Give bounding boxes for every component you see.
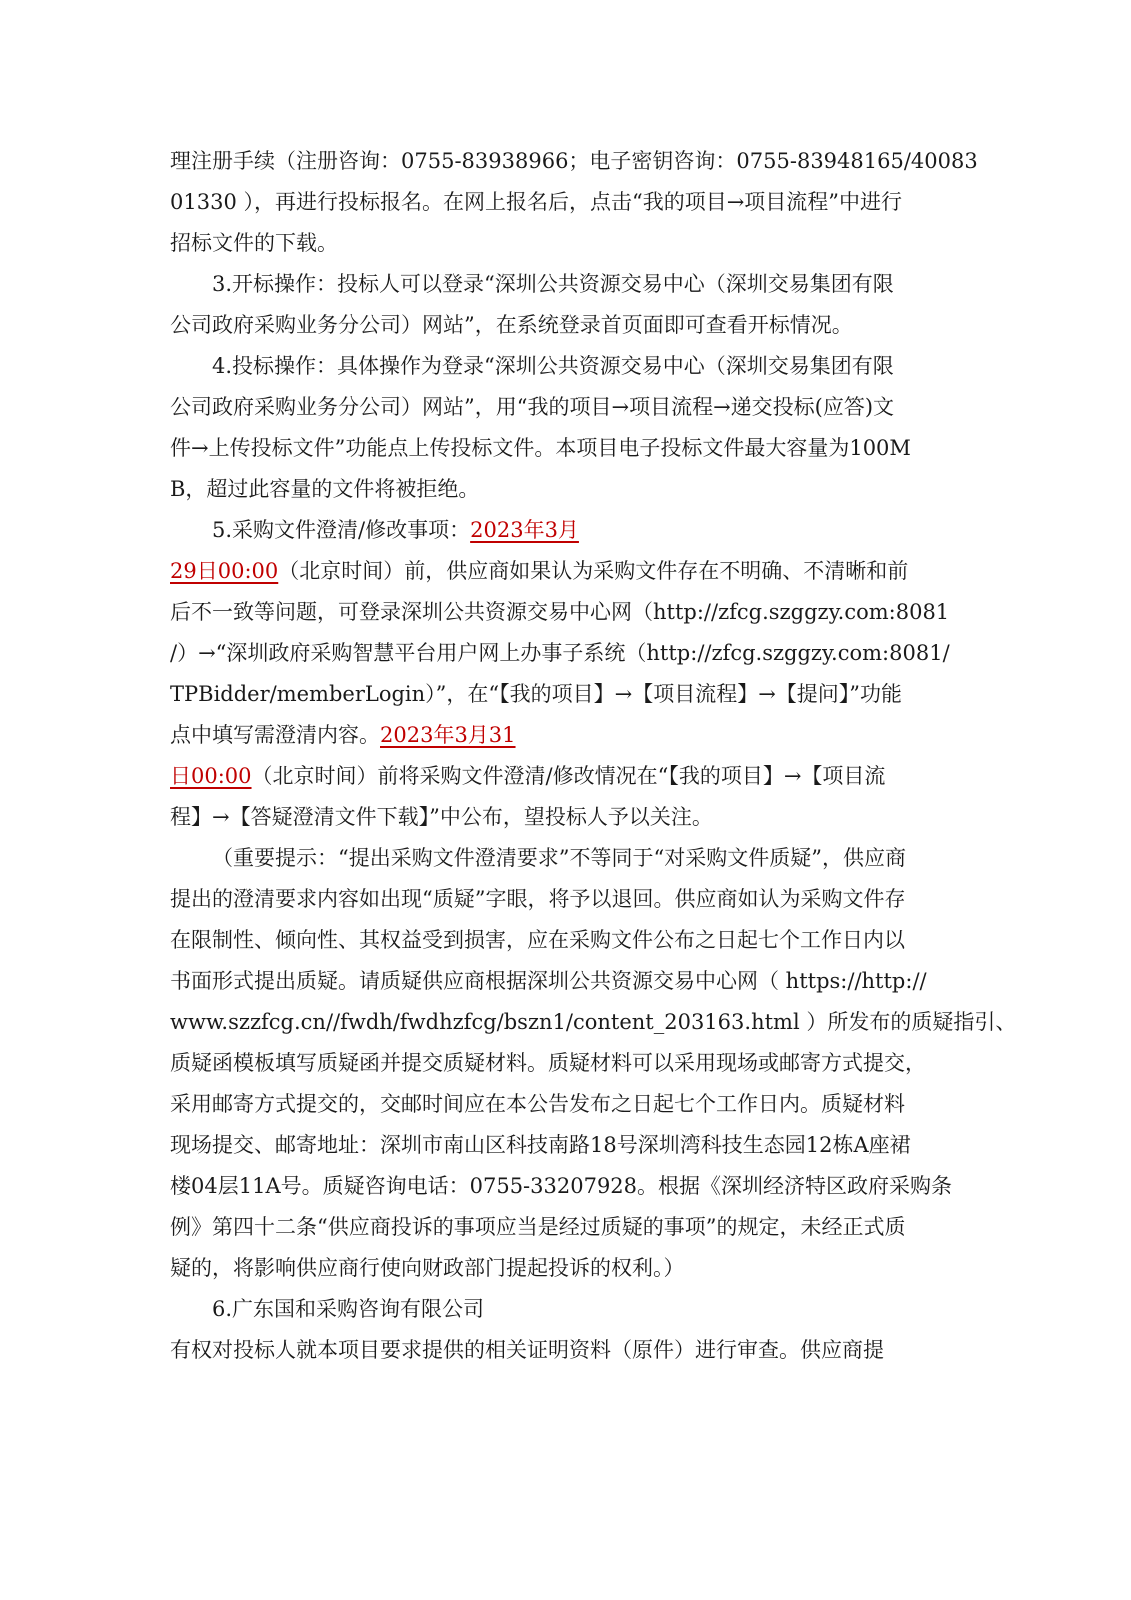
- text-line: 楼04层11A号。质疑咨询电话：0755-33207928。根据《深圳经济特区政府采购条: [170, 1174, 953, 1198]
- text-line: B，超过此容量的文件将被拒绝。: [170, 477, 480, 501]
- text-line: 日00:00（北京时间）前将采购文件澄清/修改情况在“【我的项目】→【项目流: [170, 764, 886, 788]
- text-line: 在限制性、倾向性、其权益受到损害，应在采购文件公布之日起七个工作日内以: [170, 928, 905, 952]
- text-line: TPBidder/memberLogin）”，在“【我的项目】→【项目流程】→【提问】”功能: [170, 682, 903, 706]
- text-line: 01330 ），再进行投标报名。在网上报名后，点击“我的项目→项目流程”中进行: [170, 190, 903, 214]
- important-notice: （重要提示：“提出采购文件澄清要求”不等同于“对采购文件质疑”，供应商: [212, 846, 906, 870]
- text-line: 后不一致等问题，可登录深圳公共资源交易中心网（http://zfcg.szggzy.com:8081: [170, 600, 950, 624]
- text-line: 29日00:00（北京时间）前，供应商如果认为采购文件存在不明确、不清晰和前: [170, 559, 909, 583]
- text-line: 书面形式提出质疑。请质疑供应商根据深圳公共资源交易中心网（ https://http://: [170, 969, 927, 993]
- text-line: 程】→【答疑澄清文件下载】”中公布，望投标人予以关注。: [170, 805, 713, 829]
- text-line: 件→上传投标文件”功能点上传投标文件。本项目电子投标文件最大容量为100M: [170, 436, 911, 460]
- text-line: 疑的，将影响供应商行使向财政部门提起投诉的权利。）: [170, 1256, 685, 1280]
- text-line: 现场提交、邮寄地址：深圳市南山区科技南路18号深圳湾科技生态园12栋A座裙: [170, 1133, 911, 1157]
- text-line: 提出的澄清要求内容如出现“质疑”字眼，将予以退回。供应商如认为采购文件存: [170, 887, 906, 911]
- text-line: 有权对投标人就本项目要求提供的相关证明资料（原件）进行审查。供应商提: [170, 1338, 884, 1362]
- text-line: 质疑函模板填写质疑函并提交质疑材料。质疑材料可以采用现场或邮寄方式提交，: [170, 1051, 926, 1075]
- text-line: 招标文件的下载。: [170, 231, 338, 255]
- text-line: 公司政府采购业务分公司）网站”，用“我的项目→项目流程→递交投标(应答)文: [170, 395, 895, 419]
- publish-time: 日00:00: [170, 764, 252, 788]
- text-line: 采用邮寄方式提交的，交邮时间应在本公告发布之日起七个工作日内。质疑材料: [170, 1092, 905, 1116]
- deadline-time: 29日00:00: [170, 559, 279, 583]
- deadline-date: 2023年3月: [470, 518, 579, 542]
- text-line: 点中填写需澄清内容。2023年3月31: [170, 723, 516, 747]
- text-line: 理注册手续（注册咨询：0755-83938966；电子密钥咨询：0755-83948165/40083: [170, 149, 978, 173]
- item-3-open-bid: 3.开标操作：投标人可以登录“深圳公共资源交易中心（深圳交易集团有限: [212, 272, 894, 296]
- item-6-company: 6.广东国和采购咨询有限公司: [212, 1297, 485, 1321]
- publish-date: 2023年3月31: [380, 723, 516, 747]
- item-5-clarification: 5.采购文件澄清/修改事项：2023年3月: [212, 518, 579, 542]
- text-line: www.szzfcg.cn//fwdh/fwdhzfcg/bszn1/content_203163.html ）所发布的质疑指引、: [170, 1010, 1017, 1034]
- item-4-bid-operation: 4.投标操作：具体操作为登录“深圳公共资源交易中心（深圳交易集团有限: [212, 354, 894, 378]
- text-line: /）→“深圳政府采购智慧平台用户网上办事子系统（http://zfcg.szggzy.com:8081/: [170, 641, 950, 665]
- text-line: 例》第四十二条“供应商投诉的事项应当是经过质疑的事项”的规定，未经正式质: [170, 1215, 906, 1239]
- text-line: 公司政府采购业务分公司）网站”，在系统登录首页面即可查看开标情况。: [170, 313, 853, 337]
